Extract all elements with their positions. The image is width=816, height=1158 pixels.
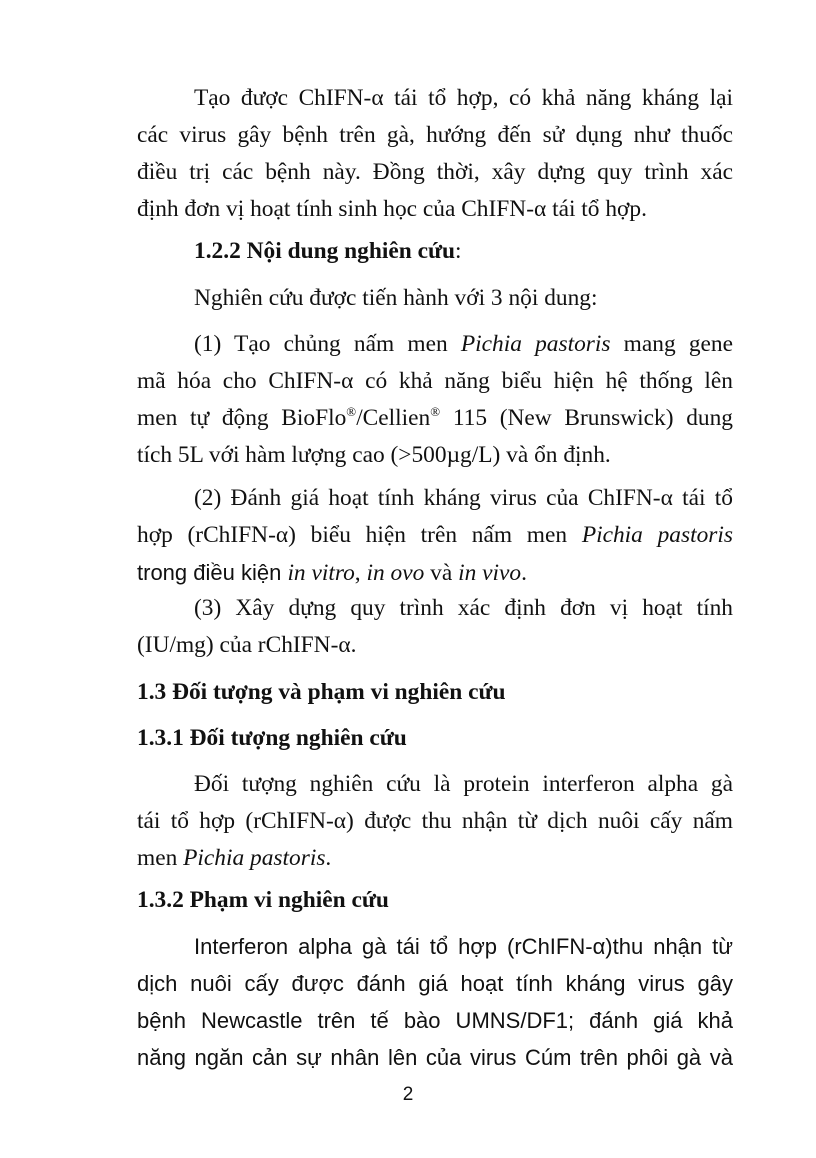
text-line: (2) Đánh giá hoạt tính kháng virus của ChIFN-α tái tổ bbox=[194, 485, 733, 511]
registered-mark: ® bbox=[346, 404, 357, 419]
content-item-3 bbox=[137, 590, 733, 664]
text-run: /Cellien bbox=[356, 405, 431, 431]
heading-colon: : bbox=[455, 238, 462, 264]
text-line bbox=[137, 840, 733, 877]
italic-term: in vivo bbox=[458, 560, 522, 586]
text-line: dịch nuôi cấy được đánh giá hoạt tính kháng virus gây bbox=[137, 971, 733, 996]
page-number: 2 bbox=[402, 1084, 414, 1105]
italic-term: in ovo bbox=[366, 560, 425, 586]
text-run: 115 (New Brunswick) dung bbox=[440, 405, 733, 431]
text-line: điều trị các bệnh này. Đồng thời, xây dựng quy trình xác bbox=[137, 159, 733, 185]
content-item-2 bbox=[137, 480, 733, 592]
text-line: Interferon alpha gà tái tổ hợp (rChIFN-α)thu nhận từ bbox=[194, 934, 733, 959]
text-run: trong điều kiện bbox=[137, 560, 288, 585]
text-line: tích 5L với hàm lượng cao (>500µg/L) và ổn định. bbox=[137, 442, 611, 468]
text-run: . bbox=[521, 560, 527, 586]
objective-paragraph bbox=[137, 80, 733, 228]
species-name: Pichia pastoris bbox=[460, 331, 611, 357]
text-line bbox=[137, 326, 733, 363]
section-heading-1-3: 1.3 Đối tượng và phạm vi nghiên cứu bbox=[137, 679, 506, 705]
content-item-1 bbox=[137, 326, 733, 474]
italic-term: in vitro bbox=[287, 560, 355, 586]
text-line: tái tổ hợp (rChIFN-α) được thu nhận từ dịch nuôi cấy nấm bbox=[137, 808, 733, 834]
text-run: hợp (rChIFN-α) biểu hiện trên nấm men bbox=[137, 522, 582, 548]
subject-paragraph bbox=[137, 766, 733, 877]
text-line: (3) Xây dựng quy trình xác định đơn vị hoạt tính bbox=[194, 595, 733, 621]
text-line: Đối tượng nghiên cứu là protein interferon alpha gà bbox=[194, 771, 733, 797]
text-line bbox=[137, 517, 733, 554]
text-run: , bbox=[354, 560, 367, 586]
intro-text: Nghiên cứu được tiến hành với 3 nội dung: bbox=[194, 285, 598, 311]
text-run: (1) Tạo chủng nấm men bbox=[194, 331, 461, 357]
text-line: năng ngăn cản sự nhân lên của virus Cúm trên phôi gà và bbox=[137, 1045, 733, 1070]
text-line bbox=[137, 400, 733, 437]
text-line: định đơn vị hoạt tính sinh học của ChIFN-α tái tổ hợp. bbox=[137, 196, 647, 222]
section-heading-1-3-2: 1.3.2 Phạm vi nghiên cứu bbox=[137, 887, 389, 913]
intro-paragraph bbox=[137, 280, 733, 317]
text-run: men tự động BioFlo bbox=[137, 405, 347, 431]
text-line: các virus gây bệnh trên gà, hướng đến sử dụng như thuốc bbox=[137, 122, 733, 148]
text-line: mã hóa cho ChIFN-α có khả năng biểu hiện hệ thống lên bbox=[137, 368, 733, 394]
text-line: Tạo được ChIFN-α tái tổ hợp, có khả năng kháng lại bbox=[194, 85, 733, 111]
text-run: và bbox=[424, 560, 459, 586]
section-heading-1-3-1: 1.3.1 Đối tượng nghiên cứu bbox=[137, 725, 407, 751]
scope-paragraph bbox=[137, 928, 733, 1076]
text-line bbox=[137, 554, 733, 592]
text-run: men bbox=[137, 845, 184, 871]
registered-mark: ® bbox=[430, 404, 441, 419]
text-line: bệnh Newcastle trên tế bào UMNS/DF1; đánh giá khả bbox=[137, 1008, 733, 1033]
species-name: Pichia pastoris bbox=[183, 845, 326, 871]
text-run: mang gene bbox=[610, 331, 733, 357]
species-name: Pichia pastoris bbox=[581, 522, 734, 548]
text-run: . bbox=[325, 845, 332, 871]
text-line: (IU/mg) của rChIFN-α. bbox=[137, 632, 357, 658]
heading-text: 1.2.2 Nội dung nghiên cứu bbox=[194, 238, 456, 264]
section-heading-1-2-2 bbox=[137, 233, 733, 270]
